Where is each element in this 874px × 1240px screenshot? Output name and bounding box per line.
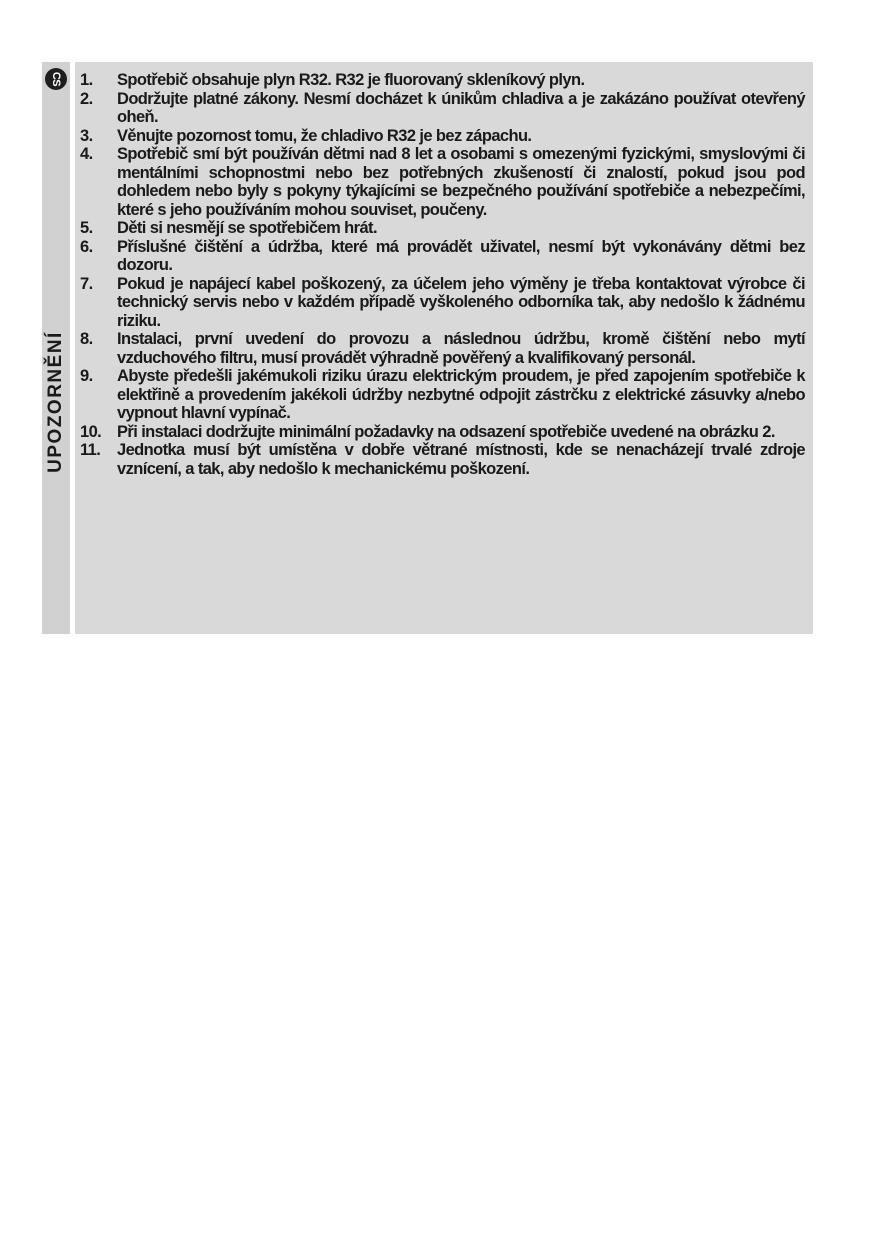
item-text: Věnujte pozornost tomu, že chladivo R32 je bez zápachu. bbox=[117, 126, 532, 145]
warning-item-9 bbox=[80, 367, 805, 423]
item-text: Děti si nesmějí se spotřebičem hrát. bbox=[117, 219, 377, 237]
warning-item-3 bbox=[80, 127, 805, 146]
warning-item-2 bbox=[80, 90, 805, 127]
warning-item-5 bbox=[80, 219, 805, 238]
warning-item-1 bbox=[80, 71, 805, 90]
item-number: 6. bbox=[80, 237, 93, 256]
language-badge: CS bbox=[45, 68, 67, 90]
warning-item-8 bbox=[80, 330, 805, 367]
warning-heading: UPOZORNĚNÍ bbox=[45, 331, 66, 473]
item-number: 10. bbox=[80, 422, 102, 441]
item-number: 8. bbox=[80, 330, 93, 348]
item-number: 4. bbox=[80, 145, 93, 163]
warning-item-7 bbox=[80, 275, 805, 331]
item-number: 1. bbox=[80, 71, 93, 89]
item-number: 11. bbox=[80, 441, 101, 459]
item-number: 9. bbox=[80, 367, 93, 385]
item-number: 7. bbox=[80, 274, 93, 293]
item-text: Dodržujte platné zákony. Nesmí docházet k únikům chladiva a je zakázáno používat otevřený oheň. bbox=[117, 89, 805, 126]
item-number: 5. bbox=[80, 219, 93, 237]
warning-item-4 bbox=[80, 145, 805, 219]
warning-list bbox=[80, 71, 805, 478]
warning-panel bbox=[75, 62, 813, 634]
item-text: Abyste předešli jakémukoli riziku úrazu elektrickým proudem, je před zapojením spotřebiče k elektřině a provedením jakékoli údržby nezbytné odpojit zástrčku z elektrické zásuvky a/nebo vypnout hlavní vypínač. bbox=[117, 367, 805, 422]
warning-item-10 bbox=[80, 423, 805, 442]
item-text: Při instalaci dodržujte minimální požadavky na odsazení spotřebiče uvedené na obrázku 2. bbox=[117, 422, 775, 441]
item-text: Instalaci, první uvedení do provozu a následnou údržbu, kromě čištění nebo mytí vzduchového filtru, musí provádět výhradně pověřený a kvalifikovaný personál. bbox=[117, 330, 805, 367]
item-text: Jednotka musí být umístěna v dobře větrané místnosti, kde se nenacházejí trvalé zdroje vznícení, a tak, aby nedošlo k mechanickému poškození. bbox=[117, 441, 805, 478]
item-number: 3. bbox=[80, 126, 93, 145]
warning-item-11 bbox=[80, 441, 805, 478]
item-text: Příslušné čištění a údržba, které má provádět uživatel, nesmí být vykonávány dětmi bez dozoru. bbox=[117, 237, 805, 274]
item-text: Pokud je napájecí kabel poškozený, za účelem jeho výměny je třeba kontaktovat výrobce či technický servis nebo v každém případě vyškoleného odborníka tak, aby nedošlo k žádnému riziku. bbox=[117, 274, 805, 330]
item-text: Spotřebič smí být používán dětmi nad 8 let a osobami s omezenými fyzickými, smyslovými či mentálními schopnostmi nebo bez potřebných zkušeností či znalostí, pokud jsou pod dohledem nebo byly s pokyny týkajícími se bezpečného používání spotřebiče a nebezpečími, které s jeho používáním mohou souviset, poučeny. bbox=[117, 145, 805, 219]
item-text: Spotřebič obsahuje plyn R32. R32 je fluorovaný skleníkový plyn. bbox=[117, 71, 585, 89]
item-number: 2. bbox=[80, 89, 93, 108]
warning-sidebar bbox=[42, 62, 70, 634]
warning-item-6 bbox=[80, 238, 805, 275]
